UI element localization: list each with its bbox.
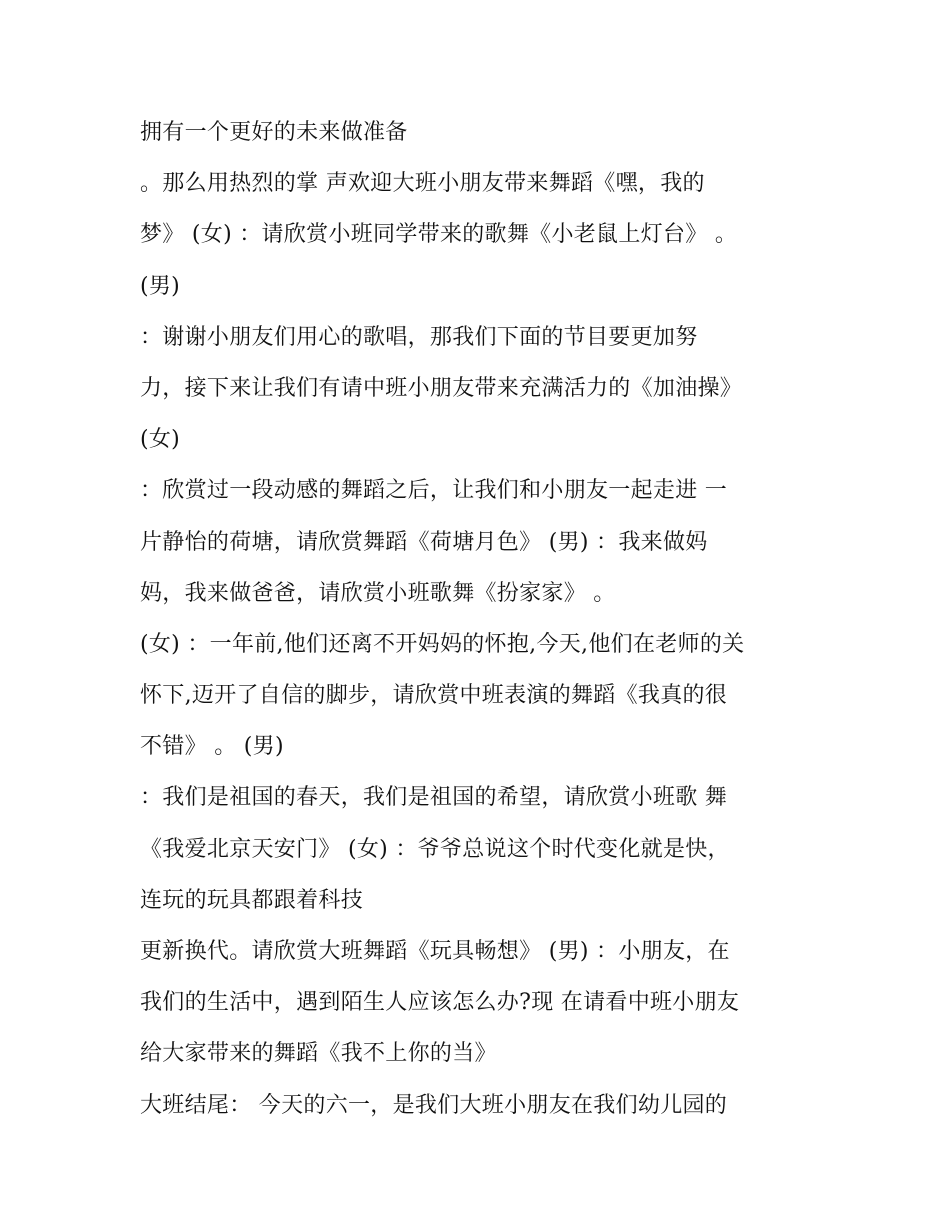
document-body	[140, 107, 820, 1131]
text-line-16: 连玩的玩具都跟着科技	[140, 887, 364, 913]
text-line-3: 梦》 (女) ：请欣赏小班同学带来的歌舞《小老鼠上灯台》 。	[140, 222, 738, 248]
text-line-13: 不错》 。 (男)	[140, 734, 284, 760]
text-line-8: ：欣赏过一段动感的舞蹈之后，让我们和小朋友一起走进 一	[140, 478, 728, 504]
text-line-11: (女) ：一年前,他们还离不开妈妈的怀抱,今天,他们在老师的关	[140, 631, 745, 657]
text-line-14: ：我们是祖国的春天，我们是祖国的希望，请欣赏小班歌 舞	[140, 785, 728, 811]
text-line-15: 《我爱北京天安门》 (女) ：爷爷总说这个时代变化就是快，	[140, 836, 730, 862]
text-line-20: 大班结尾： 今天的六一，是我们大班小朋友在我们幼儿园的	[140, 1092, 728, 1118]
text-line-12: 怀下,迈开了自信的脚步，请欣赏中班表演的舞蹈《我真的很	[140, 683, 728, 709]
text-line-4: (男)	[140, 273, 181, 299]
text-line-5: ：谢谢小朋友们用心的歌唱，那我们下面的节目要更加努	[140, 324, 698, 350]
text-line-17: 更新换代。请欣赏大班舞蹈《玩具畅想》 (男) ：小朋友，在	[140, 939, 730, 964]
text-line-10: 妈，我来做爸爸，请欣赏小班歌舞《扮家家》 。	[140, 580, 616, 606]
text-line-6: 力，接下来让我们有请中班小朋友带来充满活力的《加油操》	[140, 375, 743, 401]
text-line-18: 我们的生活中，遇到陌生人应该怎么办?现 在请看中班小朋友	[140, 990, 740, 1016]
text-line-1: 拥有一个更好的未来做准备	[140, 120, 408, 145]
text-line-19: 给大家带来的舞蹈《我不上你的当》	[140, 1041, 497, 1067]
text-line-9: 片静怡的荷塘，请欣赏舞蹈《荷塘月色》 (男) ：我来做妈	[140, 529, 708, 555]
text-line-2: 。那么用热烈的掌 声欢迎大班小朋友带来舞蹈《嘿，我的	[140, 171, 705, 197]
text-line-7: (女)	[140, 427, 181, 453]
